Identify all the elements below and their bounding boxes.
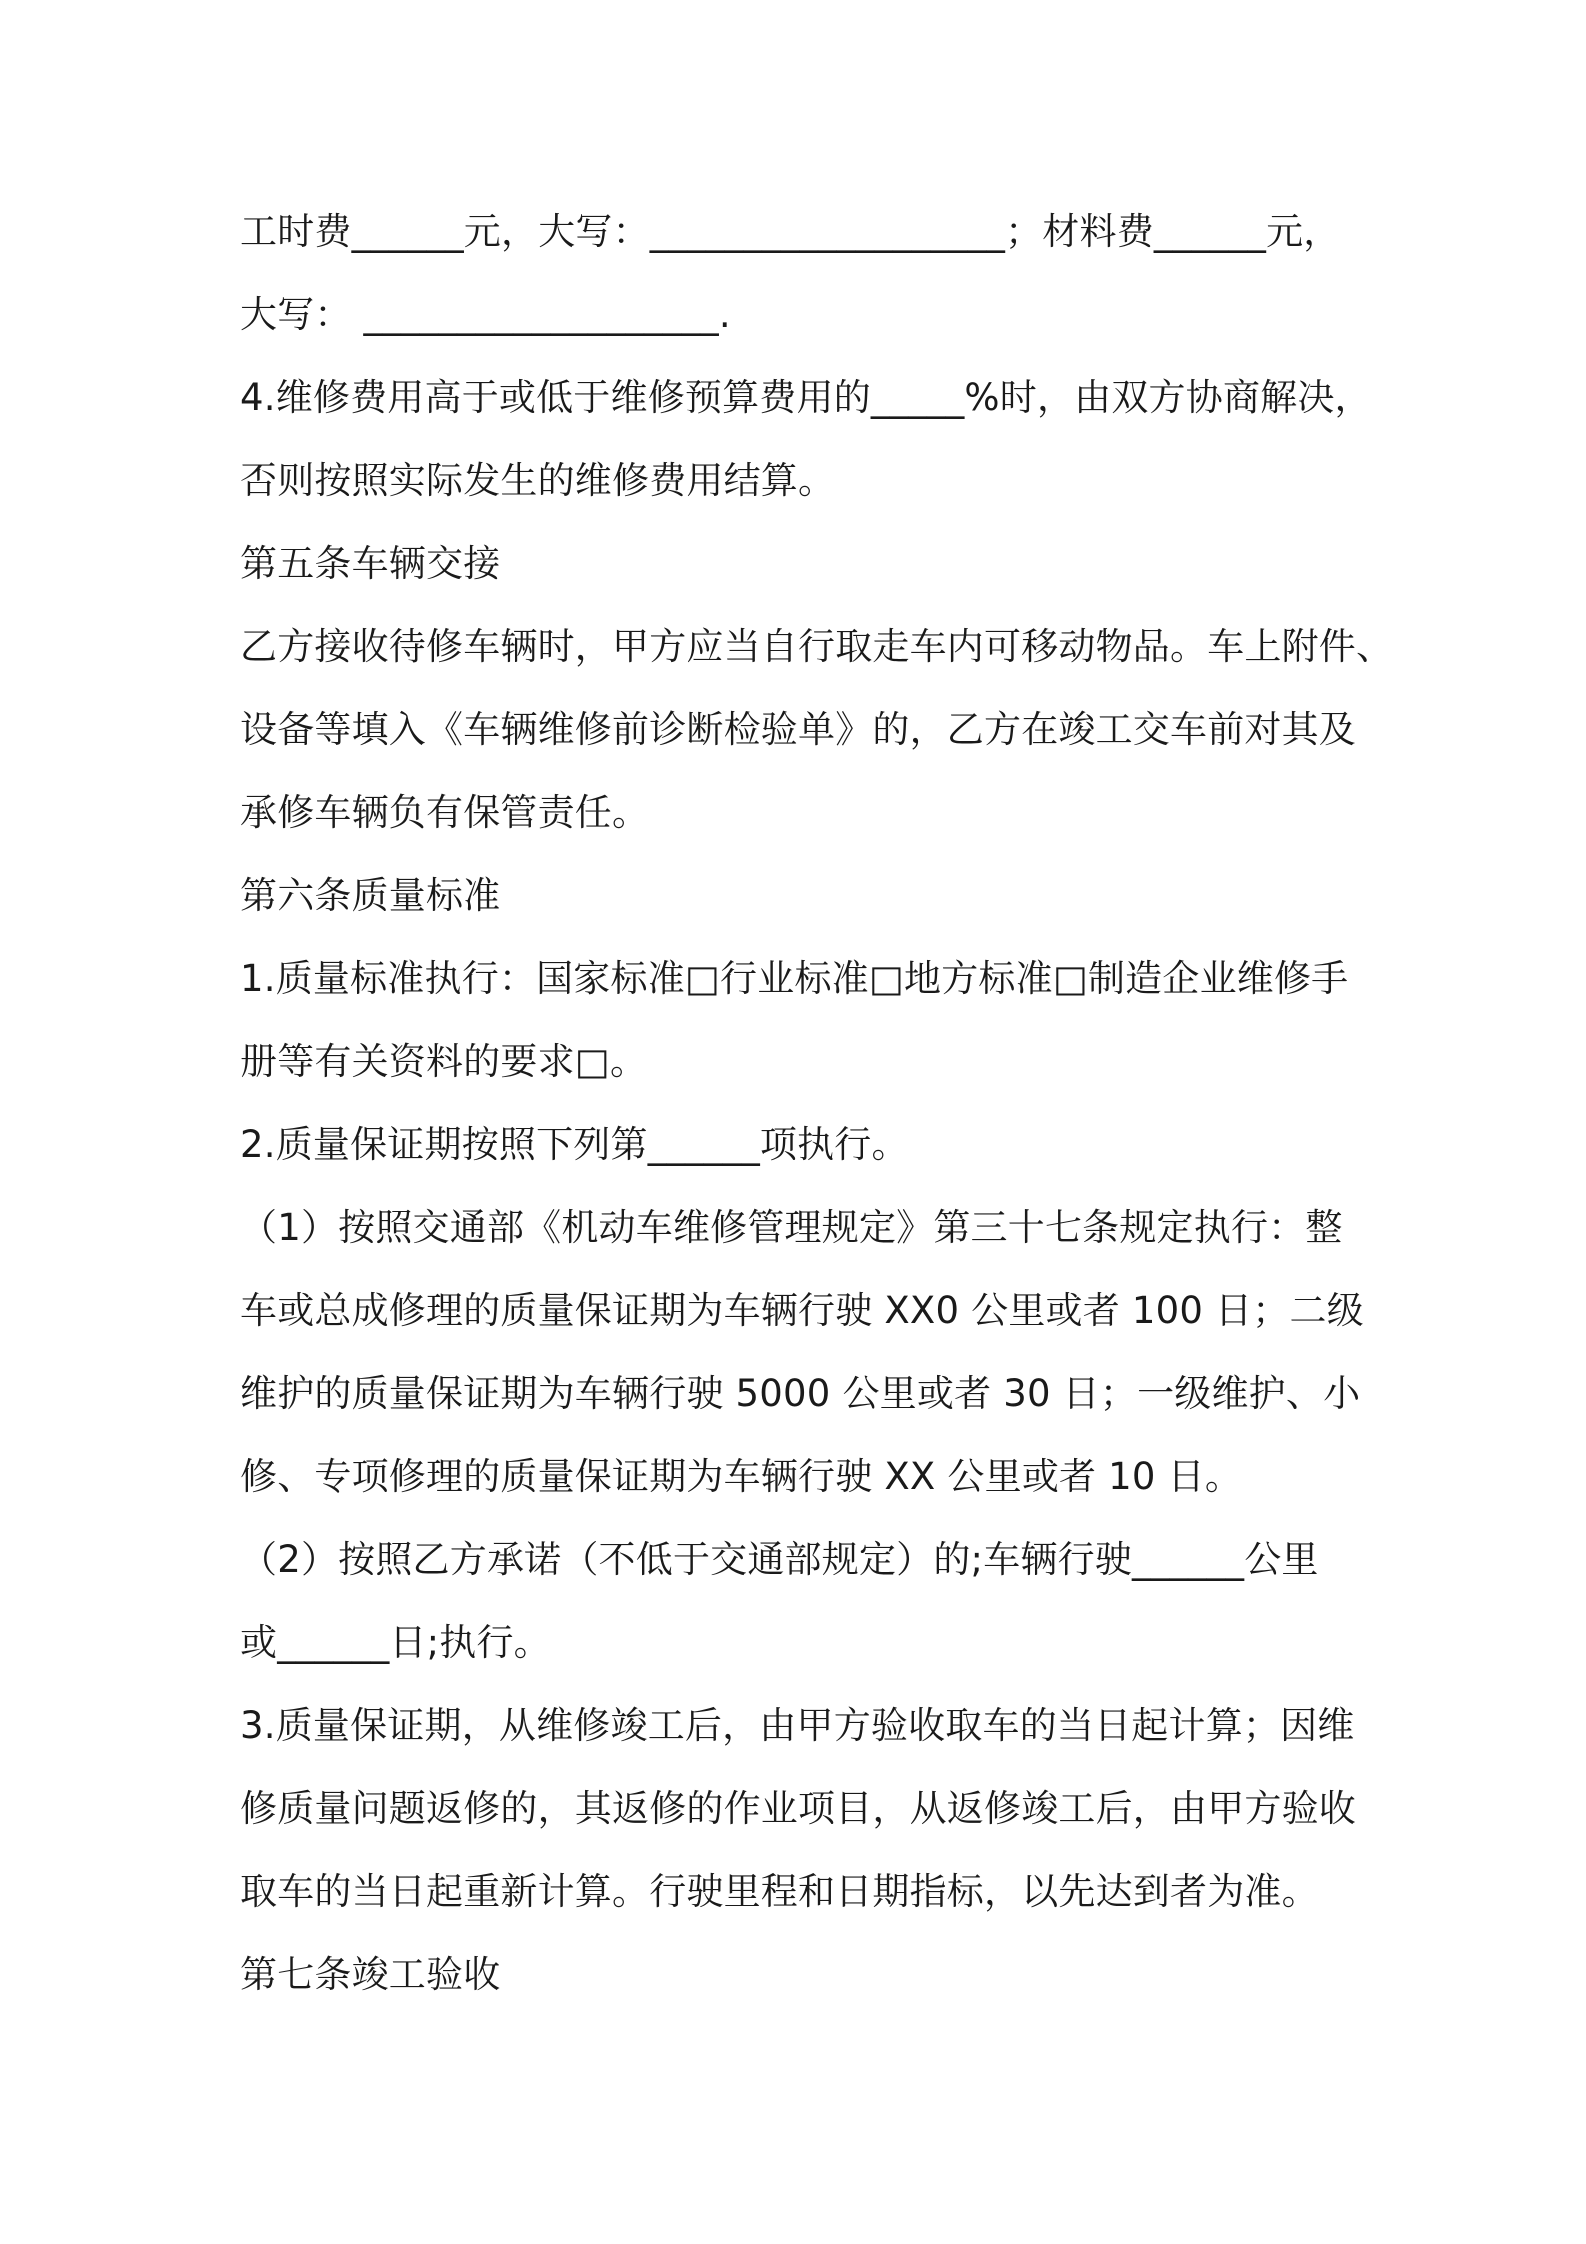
- text-line: 2.质量保证期按照下列第______项执行。: [240, 1123, 909, 1166]
- text-line: 维护的质量保证期为车辆行驶 5000 公里或者 30 日；一级维护、小: [240, 1372, 1361, 1415]
- text-line: 设备等填入《车辆维修前诊断检验单》的，乙方在竣工交车前对其及: [240, 708, 1356, 751]
- text-line: 册等有关资料的要求□。: [240, 1040, 648, 1083]
- section-heading: 第六条质量标准: [240, 874, 501, 917]
- text-line: 修、专项修理的质量保证期为车辆行驶 XX 公里或者 10 日。: [240, 1455, 1243, 1498]
- text-line: 乙方接收待修车辆时，甲方应当自行取走车内可移动物品。车上附件、: [240, 625, 1394, 668]
- text-line: 取车的当日起重新计算。行驶里程和日期指标，以先达到者为准。: [240, 1870, 1319, 1913]
- text-line: 4.维修费用高于或低于维修预算费用的_____%时，由双方协商解决，: [240, 376, 1372, 419]
- text-line: 3.质量保证期，从维修竣工后，由甲方验收取车的当日起计算；因维: [240, 1704, 1355, 1747]
- section-heading: 第七条竣工验收: [240, 1953, 501, 1996]
- text-line: （1）按照交通部《机动车维修管理规定》第三十七条规定执行：整: [240, 1206, 1343, 1249]
- text-line: 或______日;执行。: [240, 1621, 551, 1664]
- text-line: 工时费______元，大写：___________________；材料费______元，: [240, 210, 1341, 253]
- text-line: 车或总成修理的质量保证期为车辆行驶 XX0 公里或者 100 日；二级: [240, 1289, 1364, 1332]
- text-line: 修质量问题返修的，其返修的作业项目，从返修竣工后，由甲方验收: [240, 1787, 1356, 1830]
- text-line: 否则按照实际发生的维修费用结算。: [240, 459, 836, 502]
- text-line: 承修车辆负有保管责任。: [240, 791, 650, 834]
- text-line: 大写： ___________________.: [240, 293, 731, 336]
- text-line: 1.质量标准执行：国家标准□行业标准□地方标准□制造企业维修手: [240, 957, 1349, 1000]
- document-body: [240, 190, 1394, 2016]
- text-line: （2）按照乙方承诺（不低于交通部规定）的;车辆行驶______公里: [240, 1538, 1319, 1581]
- section-heading: 第五条车辆交接: [240, 542, 501, 585]
